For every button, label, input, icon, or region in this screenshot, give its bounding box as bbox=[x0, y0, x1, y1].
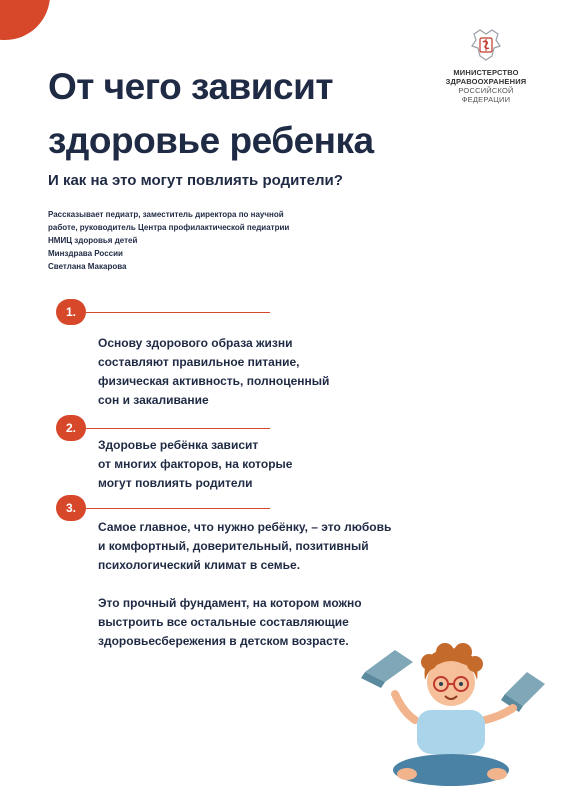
logo-text-line3: РОССИЙСКОЙ ФЕДЕРАЦИИ bbox=[458, 86, 514, 104]
ministry-emblem-icon bbox=[466, 24, 506, 64]
step-1-divider bbox=[86, 312, 270, 313]
step-line: могут повлиять родители bbox=[98, 476, 253, 490]
step-line: сон и закаливание bbox=[98, 393, 209, 407]
author-info bbox=[48, 208, 348, 273]
step-3-extra-text bbox=[98, 594, 362, 651]
child-shirt bbox=[417, 710, 485, 754]
step-line: физическая активность, полноценный bbox=[98, 374, 330, 388]
step-line: Основу здорового образа жизни bbox=[98, 336, 293, 350]
step-1-text bbox=[98, 334, 329, 410]
child-illustration bbox=[355, 632, 555, 792]
step-line: психологический климат в семье. bbox=[98, 558, 301, 572]
step-3-badge: 3. bbox=[56, 495, 86, 521]
author-line: Светлана Макарова bbox=[48, 262, 127, 271]
ministry-logo bbox=[436, 24, 536, 104]
page-subtitle: И как на это могут повлиять родители? bbox=[48, 172, 343, 189]
author-line: работе, руководитель Центра профилактической педиатрии bbox=[48, 223, 290, 232]
step-line: составляют правильное питание, bbox=[98, 355, 300, 369]
logo-text-line1: МИНИСТЕРСТВО bbox=[453, 68, 519, 77]
title-line-2: здоровье ребенка bbox=[48, 120, 374, 161]
step-line: и комфортный, доверительный, позитивный bbox=[98, 539, 369, 553]
decorative-corner-circle bbox=[0, 0, 50, 40]
step-2-text bbox=[98, 436, 292, 493]
step-2-divider bbox=[86, 428, 270, 429]
step-1-badge: 1. bbox=[56, 299, 86, 325]
step-3-text bbox=[98, 518, 391, 575]
title-line-1: От чего зависит bbox=[48, 66, 333, 107]
step-line: Здоровье ребёнка зависит bbox=[98, 438, 259, 452]
step-line: от многих факторов, на которые bbox=[98, 457, 293, 471]
logo-text-line2: ЗДРАВООХРАНЕНИЯ bbox=[445, 77, 527, 86]
step-line: выстроить все остальные составляющие bbox=[98, 615, 349, 629]
step-2-badge: 2. bbox=[56, 415, 86, 441]
author-line: Рассказывает педиатр, заместитель директора по научной bbox=[48, 210, 284, 219]
step-3-divider bbox=[86, 508, 270, 509]
author-line: Минздрава России bbox=[48, 249, 123, 258]
page-title bbox=[48, 60, 408, 168]
author-line: НМИЦ здоровья детей bbox=[48, 236, 138, 245]
step-line: Самое главное, что нужно ребёнку, – это любовь bbox=[98, 520, 392, 534]
step-line: Это прочный фундамент, на котором можно bbox=[98, 596, 362, 610]
step-line: здоровьесбережения в детском возрасте. bbox=[98, 634, 349, 648]
